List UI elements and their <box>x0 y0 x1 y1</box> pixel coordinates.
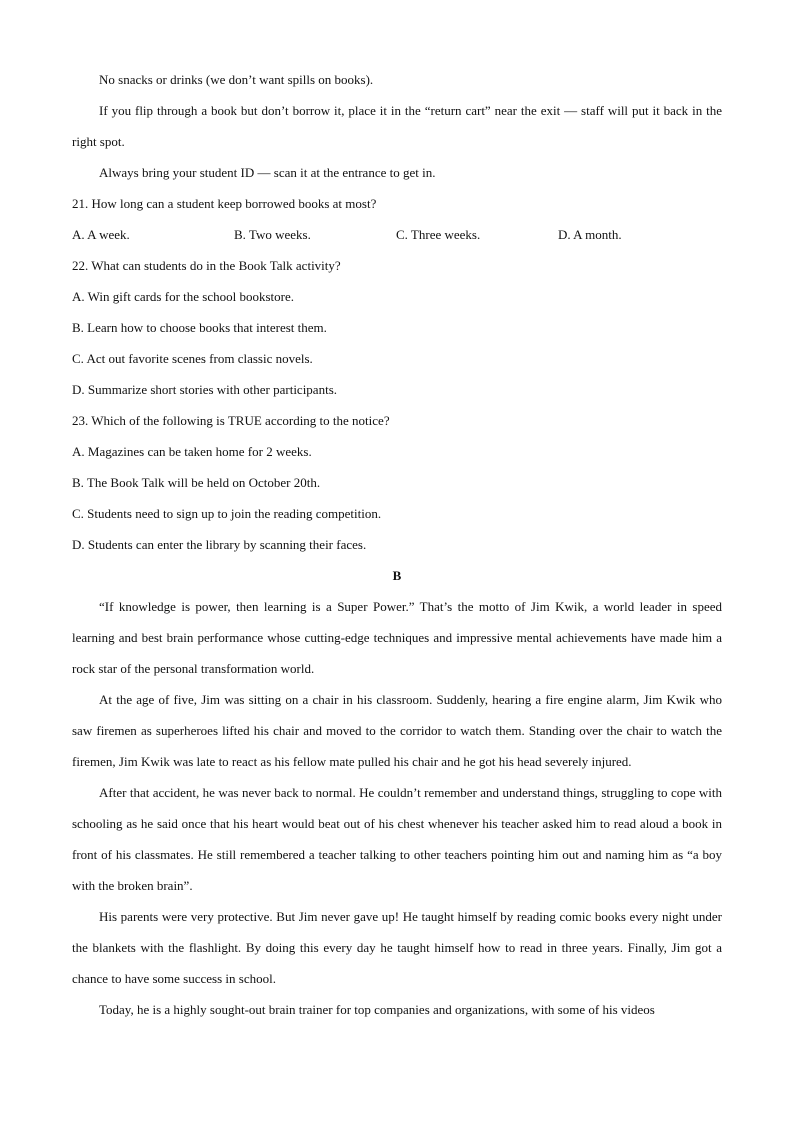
option-a: A. Magazines can be taken home for 2 weeks. <box>72 444 312 459</box>
option-b: B. Two weeks. <box>234 227 311 242</box>
option-b: B. Learn how to choose books that interest them. <box>72 320 327 335</box>
option-c: C. Act out favorite scenes from classic novels. <box>72 351 313 366</box>
passage-paragraph: At the age of five, Jim was sitting on a chair in his classroom. Suddenly, hearing a fire engine alarm, Jim Kwik who saw firemen as superheroes lifted his chair and moved to the corridor to watch them. Standing over the chair to watch the firemen, Jim Kwik was late to react as his fellow mate pulled his chair and he got his head severely injured. <box>72 692 722 769</box>
question-21: 21. How long can a student keep borrowed books at most? <box>72 196 377 211</box>
passage-paragraph: His parents were very protective. But Jim never gave up! He taught himself by reading comic books every night under the blankets with the flashlight. By doing this every day he taught himself how to read in three years. Finally, Jim got a chance to have some success in school. <box>72 909 722 986</box>
option-d: D. A month. <box>558 227 622 242</box>
question-22: 22. What can students do in the Book Talk activity? <box>72 258 341 273</box>
passage-paragraph: Today, he is a highly sought-out brain trainer for top companies and organizations, with some of his videos <box>99 1002 655 1017</box>
option-d: D. Summarize short stories with other participants. <box>72 382 338 397</box>
notice-rule: Always bring your student ID — scan it at the entrance to get in. <box>99 165 436 180</box>
section-heading: B <box>392 568 402 583</box>
option-c: C. Students need to sign up to join the reading competition. <box>72 506 382 521</box>
passage-paragraph: After that accident, he was never back to normal. He couldn’t remember and understand things, struggling to cope with schooling as he said once that his heart would beat out of his chest whenever his teacher asked him to read aloud a book in front of his classmates. He still remembered a teacher talking to other teachers pointing him out and naming him as “a boy with the broken brain”. <box>72 785 722 893</box>
question-21-options <box>72 219 722 250</box>
option-b: B. The Book Talk will be held on October 20th. <box>72 475 321 490</box>
option-a: A. A week. <box>72 227 130 242</box>
option-a: A. Win gift cards for the school bookstore. <box>72 289 294 304</box>
question-23: 23. Which of the following is TRUE according to the notice? <box>72 413 390 428</box>
exam-page <box>72 64 722 1025</box>
notice-rule: No snacks or drinks (we don’t want spills on books). <box>99 72 374 87</box>
notice-rule: If you flip through a book but don’t borrow it, place it in the “return cart” near the exit — staff will put it back in the right spot. <box>72 103 722 149</box>
option-c: C. Three weeks. <box>396 227 481 242</box>
passage-paragraph: “If knowledge is power, then learning is a Super Power.” That’s the motto of Jim Kwik, a world leader in speed learning and best brain performance whose cutting-edge techniques and impressive mental achievements have made him a rock star of the personal transformation world. <box>72 599 722 676</box>
option-d: D. Students can enter the library by scanning their faces. <box>72 537 367 552</box>
